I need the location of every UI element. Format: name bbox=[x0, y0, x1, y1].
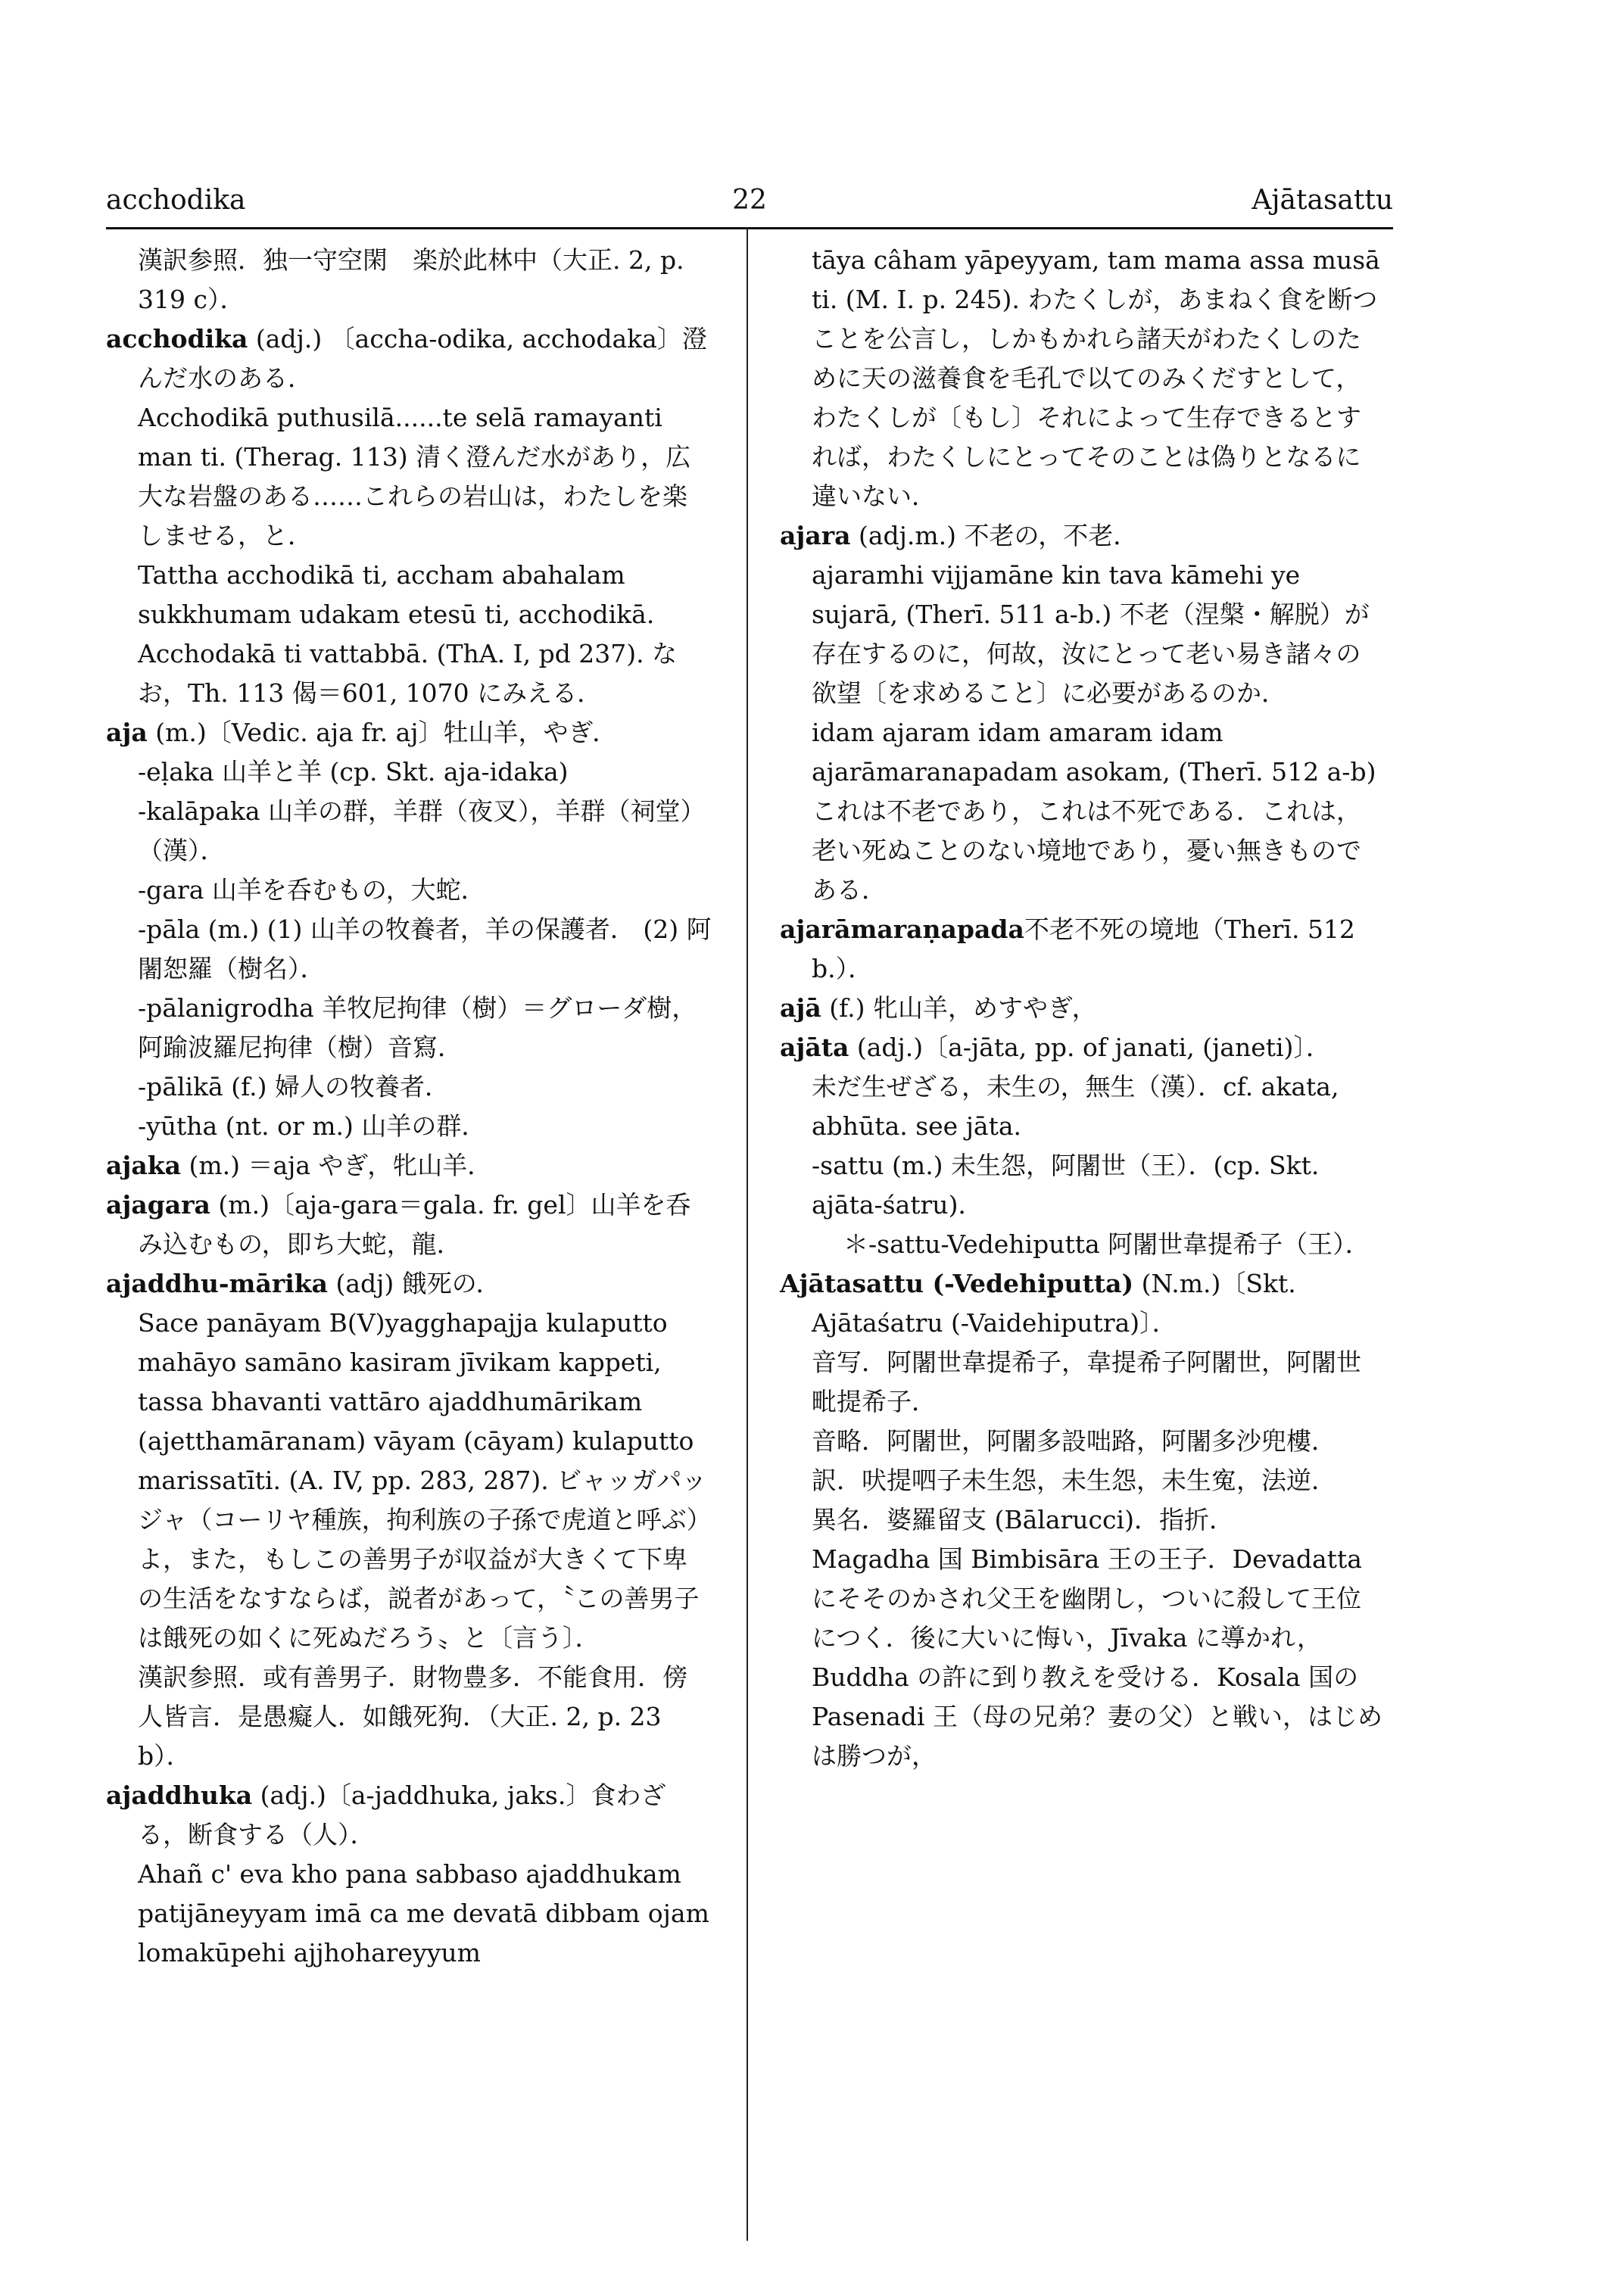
dictionary-entry bbox=[106, 1776, 712, 1855]
entry-text: (m.)〔aja-gara＝gala. fr. gel〕山羊を呑み込むもの，即ち大蛇，龍． bbox=[138, 1190, 691, 1259]
entry-text: 訳．吠提呬子未生怨，未生怨，未生寃，法逆． bbox=[812, 1466, 1336, 1495]
entry-text: Magadha 国 Bimbisāra 王の王子．Devadatta にそそのかされ父王を幽閉し，ついに殺して王位につく．後に大いに悔い，Jīvaka に導かれ，Buddha の許に到り教えを受ける．Kosala 国の Pasenadi 王（母の兄弟？妻の父）と戦い，はじめは勝つが， bbox=[812, 1544, 1382, 1771]
entry-body-text bbox=[780, 1422, 1386, 1461]
dictionary-entry bbox=[106, 1185, 712, 1264]
entry-text: -pāla (m.) (1) 山羊の牧養者，羊の保護者． (2) 阿闍恕羅（樹名）． bbox=[138, 914, 712, 983]
entry-text: 漢訳参照．独一守空閑 楽於此林中（大正. 2, p. 319 c）． bbox=[138, 245, 684, 314]
headword: ajaka bbox=[106, 1151, 181, 1180]
entry-text: ajaramhi vijjamāne kin tava kāmehi ye sujarā, (Therī. 511 a-b.) 不老（涅槃・解脱）が存在するのに，何故，汝にとって老い易き諸々の欲望〔を求めること〕に必要があるのか． bbox=[812, 560, 1370, 708]
headword: ajāta bbox=[780, 1033, 849, 1062]
entry-body-text bbox=[106, 1855, 712, 1973]
entry-text: (N.m.)〔Skt. Ajātaśatru (-Vaidehiputra)〕． bbox=[812, 1269, 1296, 1338]
entry-text: -pālanigrodha 羊牧尼拘律（樹）＝グローダ樹，阿踰波羅尼拘律（樹）音寫． bbox=[138, 993, 697, 1062]
entry-text: -yūtha (nt. or m.) 山羊の群． bbox=[138, 1111, 487, 1141]
headword: ajarāmaraṇapada bbox=[780, 914, 1024, 944]
entry-text: 不老不死の境地（Therī. 512 b.）． bbox=[812, 914, 1355, 983]
entry-body-text bbox=[780, 1500, 1386, 1540]
right-column bbox=[780, 241, 1386, 1776]
entry-body-text bbox=[780, 1343, 1386, 1422]
entry-body-text bbox=[780, 241, 1386, 516]
entry-text: 未だ生ぜざる，未生の，無生（漢）．cf. akata, abhūta. see jāta. bbox=[812, 1072, 1339, 1141]
entry-text: 漢訳参照．或有善男子．財物豊多．不能食用．傍人皆言．是愚癡人．如餓死狗．（大正. 2, p. 23 b）． bbox=[138, 1662, 687, 1771]
entry-text: -gara 山羊を呑むもの，大蛇． bbox=[138, 875, 486, 905]
column-divider bbox=[747, 227, 748, 2241]
entry-text: (f.) 牝山羊，めすやぎ， bbox=[821, 993, 1097, 1023]
entry-text: (adj.)〔a-jāta, pp. of janati, (janeti)〕． bbox=[849, 1033, 1331, 1062]
dictionary-entry bbox=[780, 910, 1386, 989]
entry-text: Ahañ c' eva kho pana sabbaso ajaddhukam patijāneyyam imā ca me devatā dibbam ojam lomakūpehi ajjhohareyyum bbox=[138, 1859, 709, 1967]
page-number: 22 bbox=[732, 185, 767, 216]
entry-body-text bbox=[106, 556, 712, 713]
dictionary-entry bbox=[780, 989, 1386, 1028]
entry-text: (adj.m.) 不老の，不老． bbox=[850, 521, 1139, 550]
entry-text: -pālikā (f.) 婦人の牧養者． bbox=[138, 1072, 450, 1101]
entry-text: ＊-sattu-Vedehiputta 阿闍世韋提希子（王）． bbox=[843, 1229, 1370, 1259]
entry-body-text bbox=[780, 556, 1386, 713]
entry-body-text bbox=[106, 871, 712, 910]
entry-body-text bbox=[106, 1067, 712, 1107]
dictionary-entry bbox=[780, 1264, 1386, 1343]
entry-text: (m.) ＝aja やぎ，牝山羊． bbox=[180, 1151, 493, 1180]
entry-body-text bbox=[106, 1107, 712, 1146]
entry-body-text bbox=[780, 1461, 1386, 1500]
entry-text: 異名．婆羅留支 (Bālarucci)．指折． bbox=[812, 1505, 1234, 1534]
headword: ajaddhuka bbox=[106, 1781, 253, 1810]
entry-text: Tattha acchodikā ti, accham abahalam sukkhumam udakam etesū ti, acchodikā. Acchodakā ti vattabbā. (ThA. I, pd 237). なお，Th. 113 偈＝601, 1070 にみえる． bbox=[138, 560, 678, 708]
entry-body-text bbox=[780, 1225, 1386, 1264]
entry-text: -sattu (m.) 未生怨，阿闍世（王）．(cp. Skt. ajāta-śatru)． bbox=[812, 1151, 1320, 1220]
left-column bbox=[106, 241, 712, 1973]
entry-text: 音略．阿闍世，阿闍多設咄路，阿闍多沙兜樓． bbox=[812, 1426, 1336, 1456]
page-header bbox=[106, 182, 1393, 229]
entry-text: -eḷaka 山羊と羊 (cp. Skt. aja-idaka) bbox=[138, 757, 569, 787]
headword: acchodika bbox=[106, 324, 248, 354]
headword: ajā bbox=[780, 993, 821, 1023]
headword: ajagara bbox=[106, 1190, 210, 1220]
entry-text: (m.)〔Vedic. aja fr. aj〕牡山羊，やぎ． bbox=[147, 718, 618, 747]
entry-body-text bbox=[106, 398, 712, 556]
dictionary-entry bbox=[106, 1146, 712, 1185]
entry-body-text bbox=[106, 1304, 712, 1658]
entry-body-text bbox=[106, 1658, 712, 1776]
headword: ajara bbox=[780, 521, 851, 550]
entry-text: (adj.)〔a-jaddhuka, jaks.〕食わざる，断食する（人）． bbox=[138, 1781, 666, 1849]
headword: aja bbox=[106, 718, 148, 747]
header-first-headword: acchodika bbox=[106, 185, 246, 216]
entry-body-text bbox=[106, 989, 712, 1067]
dictionary-entry bbox=[106, 713, 712, 752]
entry-body-text bbox=[106, 792, 712, 871]
dictionary-entry bbox=[106, 319, 712, 398]
entry-text: Sace panāyam B(V)yagghapajja kulaputto mahāyo samāno kasiram jīvikam kappeti, tassa bhavanti vattāro ajaddhumārikam (ajetthamāranam) vāyam (cāyam) kulaputto marissatīti. (A. IV, pp. 283, 287). ビャッガパッジャ（コーリヤ種族，拘利族の子孫で虎道と呼ぶ）よ，また，もしこの善男子が収益が大きくて下卑の生活をなすならば，説者があって，〝この善男子は餓死の如くに死ぬだろう〟と〔言う〕． bbox=[138, 1308, 712, 1653]
entry-body-text bbox=[780, 1067, 1386, 1146]
dictionary-entry bbox=[780, 1028, 1386, 1067]
headword: ajaddhu-mārika bbox=[106, 1269, 329, 1298]
entry-text: tāya câham yāpeyyam, tam mama assa musā ti. (M. I. p. 245). わたくしが，あまねく食を断つことを公言し，しかもかれら諸天がわたくしのために天の滋養食を毛孔で以てのみくだすとして，わたくしが〔もし〕それによって生存できるとすれば，わたくしにとってそのことは偽りとなるに違いない． bbox=[812, 245, 1380, 511]
entry-text: -kalāpaka 山羊の群，羊群（夜叉），羊群（祠堂）（漢）． bbox=[138, 796, 706, 865]
entry-text: (adj.) 〔accha-odika, acchodaka〕澄んだ水のある． bbox=[138, 324, 707, 393]
dictionary-entry bbox=[106, 1264, 712, 1304]
entry-body-text bbox=[780, 1540, 1386, 1776]
entry-body-text bbox=[780, 1146, 1386, 1225]
entry-text: Acchodikā puthusilā......te selā ramayanti man ti. (Therag. 113) 清く澄んだ水があり，広大な岩盤のある……これらの岩山は，わたしを楽しませる，と． bbox=[138, 403, 691, 550]
headword: Ajātasattu (-Vedehiputta) bbox=[780, 1269, 1134, 1298]
entry-body-text bbox=[106, 752, 712, 792]
entry-text: idam ajaram idam amaram idam ajarāmaranapadam asokam, (Therī. 512 a-b) これは不老であり，これは不死である．これは，老い死ぬことのない境地であり，憂い無きものである． bbox=[812, 718, 1376, 905]
entry-text: 音写．阿闍世韋提希子，韋提希子阿闍世，阿闍世毗提希子． bbox=[812, 1347, 1361, 1416]
dictionary-entry bbox=[780, 516, 1386, 556]
entry-body-text bbox=[780, 713, 1386, 910]
entry-body-text bbox=[106, 910, 712, 989]
header-last-headword: Ajātasattu bbox=[1252, 185, 1393, 216]
entry-body-text bbox=[106, 241, 712, 319]
entry-text: (adj) 餓死の． bbox=[328, 1269, 501, 1298]
